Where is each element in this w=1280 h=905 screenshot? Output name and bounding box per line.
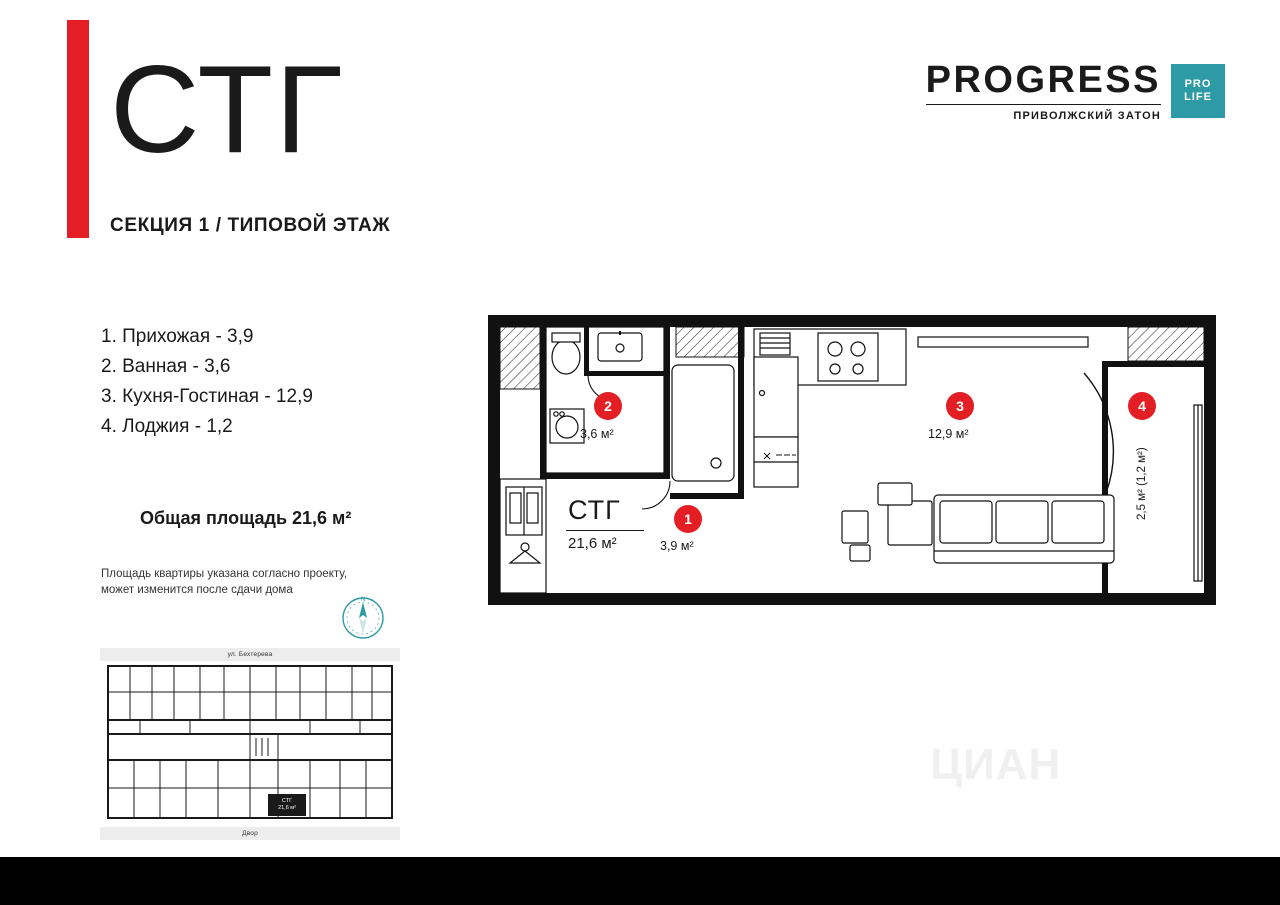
mini-plan-unit-label: СТГ 21,6 м² [278, 798, 296, 811]
mini-floor-plan [100, 648, 400, 840]
room-marker-2: 2 [594, 392, 622, 420]
svg-text:N: N [360, 597, 366, 603]
page-title: СТГ [110, 41, 345, 179]
room-list-item-4: 4. Лоджия - 1,2 [101, 416, 233, 437]
bottom-band [0, 857, 1280, 905]
brand-logo [926, 60, 1225, 122]
plan-label-divider [566, 530, 644, 531]
room-list-item-2: 2. Ванная - 3,6 [101, 356, 231, 377]
apartment-floor-plan [488, 315, 1228, 610]
room-marker-4: 4 [1128, 392, 1156, 420]
brand-tagline: ПРИВОЛЖСКИЙ ЗАТОН [926, 104, 1161, 122]
room-area-1: 3,9 м² [660, 539, 694, 553]
mini-plan-street-top: ул. Бехтерева [100, 648, 400, 661]
mini-plan-street-bottom: Двор [100, 827, 400, 840]
room-marker-3: 3 [946, 392, 974, 420]
plan-type-label: СТГ [568, 495, 621, 525]
room-area-4: 2,5 м² (1,2 м²) [1136, 447, 1148, 520]
room-area-3: 12,9 м² [928, 427, 969, 441]
compass-icon [340, 595, 386, 641]
accent-bar [67, 20, 89, 238]
page-subtitle: СЕКЦИЯ 1 / ТИПОВОЙ ЭТАЖ [110, 215, 391, 236]
prolife-badge-line1: PRO [1184, 78, 1212, 90]
disclaimer-note [101, 566, 361, 598]
disclaimer-line-1: Площадь квартиры указана согласно проекту, [101, 568, 348, 580]
room-area-2: 3,6 м² [580, 427, 614, 441]
brand-name: PROGRESS [925, 59, 1161, 101]
room-list-item-3: 3. Кухня-Гостиная - 12,9 [101, 386, 313, 407]
brand-text-block [926, 60, 1171, 122]
plan-type-area: 21,6 м² [568, 535, 617, 552]
total-area-label: Общая площадь 21,6 м² [140, 508, 352, 528]
room-marker-1: 1 [674, 505, 702, 533]
watermark: ЦИАН [930, 740, 1062, 789]
disclaimer-line-2: может изменится после сдачи дома [101, 584, 293, 596]
room-list-item-1: 1. Прихожая - 3,9 [101, 326, 254, 347]
prolife-badge [1171, 64, 1225, 118]
prolife-badge-line2: LIFE [1184, 91, 1212, 103]
room-list [101, 322, 313, 442]
